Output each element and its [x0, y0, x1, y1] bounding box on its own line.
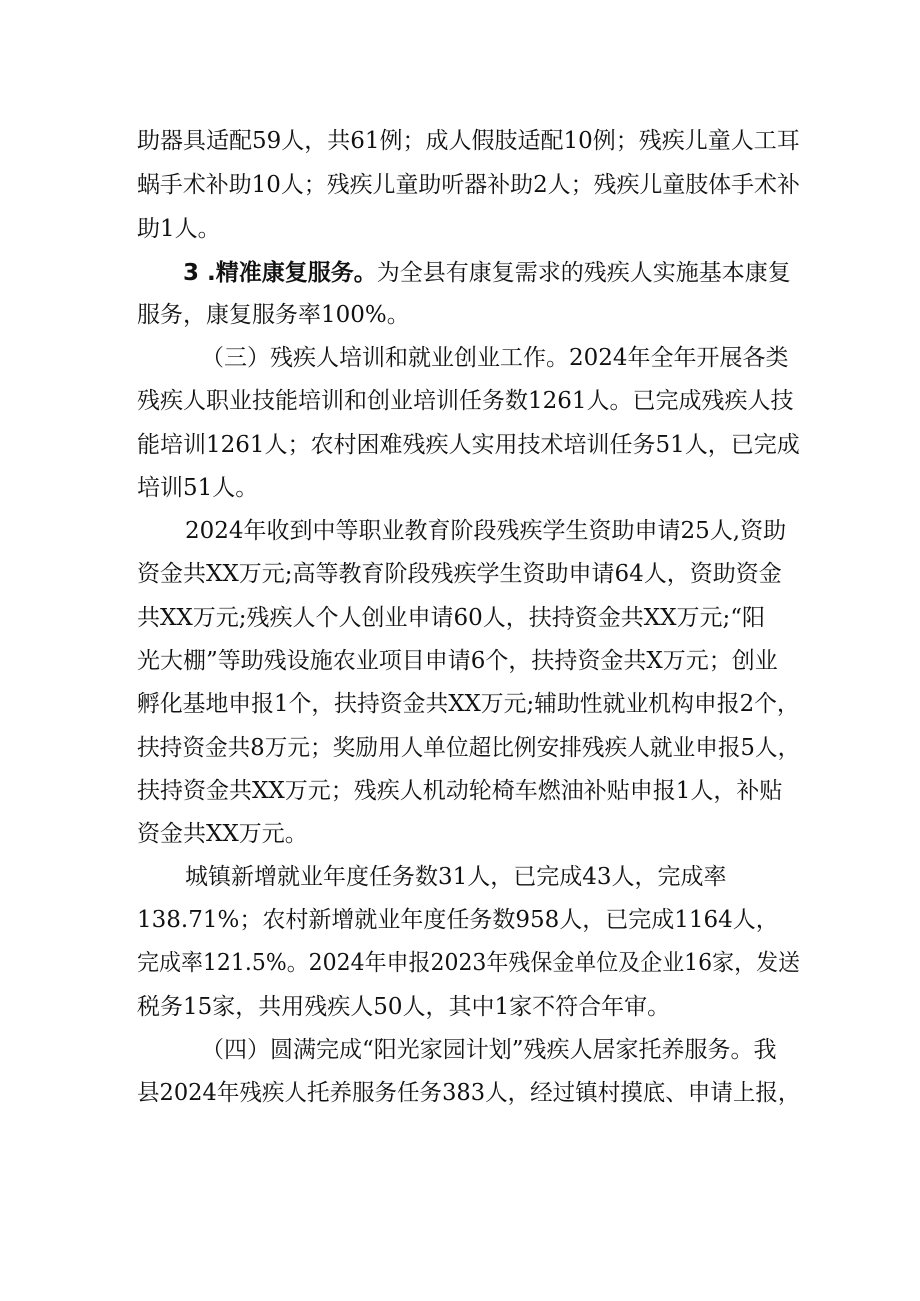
text-line: （四）圆满完成“阳光家园计划”残疾人居家托养服务。我 [201, 1037, 777, 1063]
text-line: 资金共XX万元;高等教育阶段残疾学生资助申请64人，资助资金 [137, 561, 782, 587]
text-line: 完成率121.5%。2024年申报2023年残保金单位及企业16家，发送 [137, 950, 801, 976]
text-line: 税务15家，共用残疾人50人，其中1家不符合年审。 [137, 994, 671, 1020]
text-line: 城镇新增就业年度任务数31人，已完成43人，完成率 [185, 864, 727, 890]
text-line: 扶持资金共8万元；奖励用人单位超比例安排残疾人就业申报5人， [137, 735, 801, 761]
text-line: 培训51人。 [137, 475, 259, 501]
text-line: 县2024年残疾人托养服务任务383人，经过镇村摸底、申请上报， [137, 1080, 801, 1106]
text-line: （三）残疾人培训和就业创业工作。2024年全年开展各类 [201, 345, 789, 371]
text-line: 服务，康复服务率100%。 [137, 302, 410, 328]
text-line: 138.71%；农村新增就业年度任务数958人，已完成1164人， [137, 907, 779, 933]
section-heading: 3 .精准康复服务。 [183, 260, 377, 286]
text-line: 蜗手术补助10人；残疾儿童助听器补助2人；残疾儿童肢体手术补 [137, 172, 800, 198]
text-line: 共XX万元;残疾人个人创业申请60人，扶持资金共XX万元;“阳 [137, 605, 766, 631]
text-line: 资金共XX万元。 [137, 821, 308, 847]
text-span: 为全县有康复需求的残疾人实施基本康复 [376, 260, 791, 286]
text-line: 光大棚”等助残设施农业项目申请6个，扶持资金共X万元；创业 [137, 648, 778, 674]
text-line: 扶持资金共XX万元；残疾人机动轮椅车燃油补贴申报1人，补贴 [137, 778, 783, 804]
text-line: 残疾人职业技能培训和创业培训任务数1261人。已完成残疾人技 [137, 388, 794, 414]
text-line: 助器具适配59人，共61例；成人假肢适配10例；残疾儿童人工耳 [137, 128, 800, 154]
text-line: 2024年收到中等职业教育阶段残疾学生资助申请25人,资助 [185, 518, 787, 544]
text-line: 能培训1261人；农村困难残疾人实用技术培训任务51人，已完成 [137, 432, 800, 458]
text-line [183, 258, 791, 288]
text-line: 助1人。 [137, 216, 221, 242]
text-line: 孵化基地申报1个，扶持资金共XX万元;辅助性就业机构申报2个， [137, 691, 800, 717]
